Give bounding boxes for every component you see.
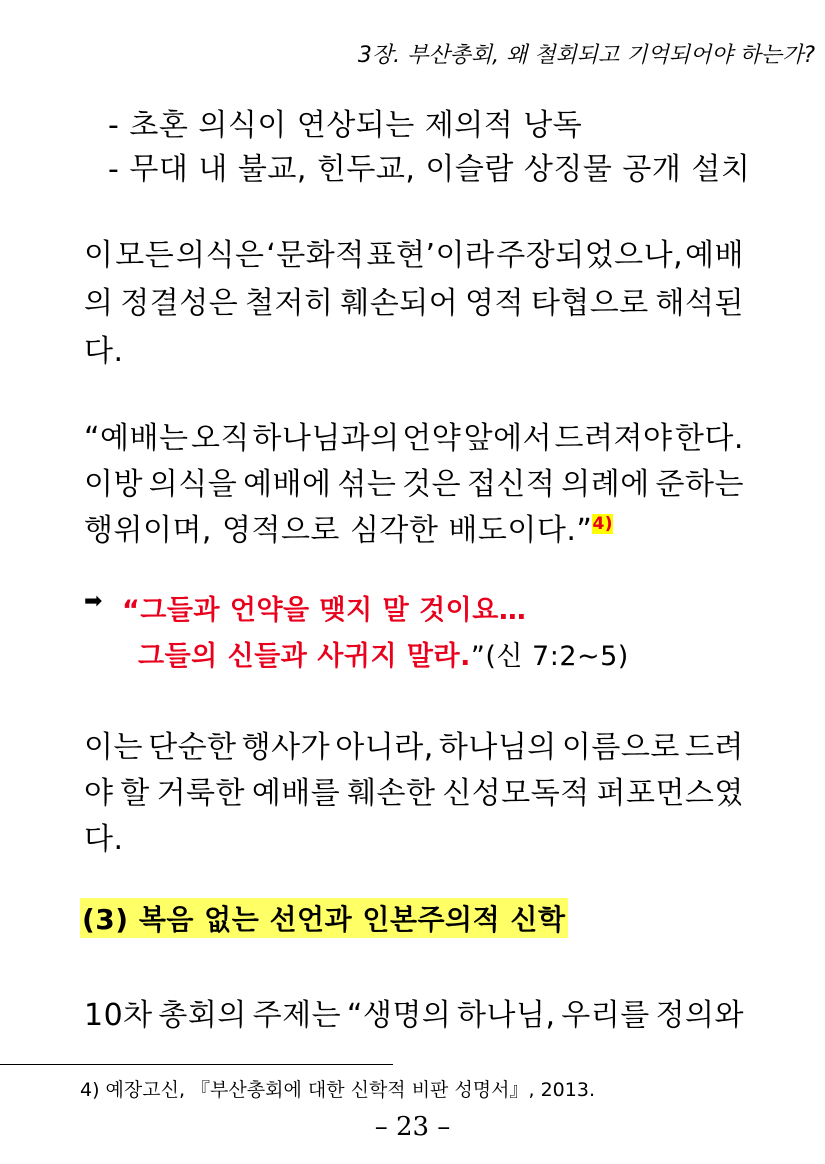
footnote-divider [0,1064,393,1065]
quote-line1 [84,413,744,457]
word: 예배 [684,238,744,273]
word: 할 [120,776,150,811]
word: 예배에 [243,467,332,502]
word: ‘문화적 [266,238,365,273]
word: 10차 [84,998,153,1033]
word: 아니라, [335,730,434,765]
word: 총회의 [158,998,247,1033]
arrow-icon: ➡ [84,589,103,614]
word: 표현’이라 [366,238,495,273]
para2-line3: 다. [84,822,124,857]
word: 정의와 [655,998,744,1033]
word: 우리를 [561,998,650,1033]
word: 의식은 [176,238,265,273]
word: 이방 [84,467,143,502]
word: 모든 [115,238,175,273]
list-item: - 무대 내 불교, 힌두교, 이슬람 상징물 공개 설치 [108,152,751,187]
scripture-line1 [122,588,526,627]
para2-line2 [84,768,744,812]
word: 섞는 [337,467,397,502]
word: 타협으로 [530,286,649,321]
word: 의례에 [561,467,650,502]
word: 드려 [684,730,744,765]
word: 의식을 [148,467,238,502]
word: 퍼포먼스였 [596,776,744,811]
word: 예배를 [251,776,341,811]
word: 주제는 [252,998,342,1033]
word: 정결성은 [120,286,239,321]
word: 철저히 [245,286,334,321]
quote-text: 행위이며, 영적으로 심각한 배도이다.” [84,513,593,548]
word: 훼손한 [347,776,436,811]
word: 하나님의 [438,730,557,765]
quote-line3 [84,505,613,549]
word: 주장되었으나, [496,238,684,273]
word: 이 [84,238,114,273]
para1-line1 [84,230,744,274]
word: 드려져야 [554,421,673,456]
word: 영적 [465,286,524,321]
word: 오직 [190,421,250,456]
word: 거룩한 [156,776,246,811]
word: 단순한 [148,730,237,765]
list-item: - 초혼 의식이 연상되는 제의적 낭독 [108,108,583,143]
footnote: 4) 예장고신, 『부산총회에 대한 신학적 비판 성명서』, 2013. [80,1079,595,1101]
scripture-quote-red: 그들의 신들과 사귀지 말라. [138,641,471,672]
footnote-reference[interactable]: 4) [592,514,614,534]
para3-line1 [84,990,744,1034]
scripture-citation: ”(신 7:2~5) [470,641,629,672]
word: 접신적 [466,467,556,502]
word: 이는 [84,730,143,765]
word: “생명의 [346,998,452,1033]
page-number: – 23 – [374,1112,451,1142]
word: 신성모독적 [442,776,590,811]
word: 의 [84,286,114,321]
word: 것은 [402,467,462,502]
word: 이름으로 [561,730,680,765]
quote-line2 [84,459,744,503]
para2-line1 [84,722,744,766]
word: 앞에서 [463,421,553,456]
para1-line2 [84,278,744,322]
word: 해석된 [655,286,744,321]
word: 하나님과의 [252,421,400,456]
para1-line3: 다. [84,334,124,369]
section-heading: (3) 복음 없는 선언과 인본주의적 신학 [80,898,568,938]
word: 준하는 [655,467,744,502]
word: 한다. [674,421,744,456]
scripture-line2 [138,634,629,673]
word: 언약 [402,421,462,456]
running-header: 3장. 부산총회, 왜 철회되고 기억되어야 하는가? [357,43,815,68]
word: 하나님, [457,998,556,1033]
word: 야 [84,776,114,811]
word: 훼손되어 [340,286,459,321]
word: 행사가 [241,730,331,765]
word: “예배는 [84,421,189,456]
scripture-quote-red: “그들과 언약을 맺지 말 것이요… [122,595,527,626]
